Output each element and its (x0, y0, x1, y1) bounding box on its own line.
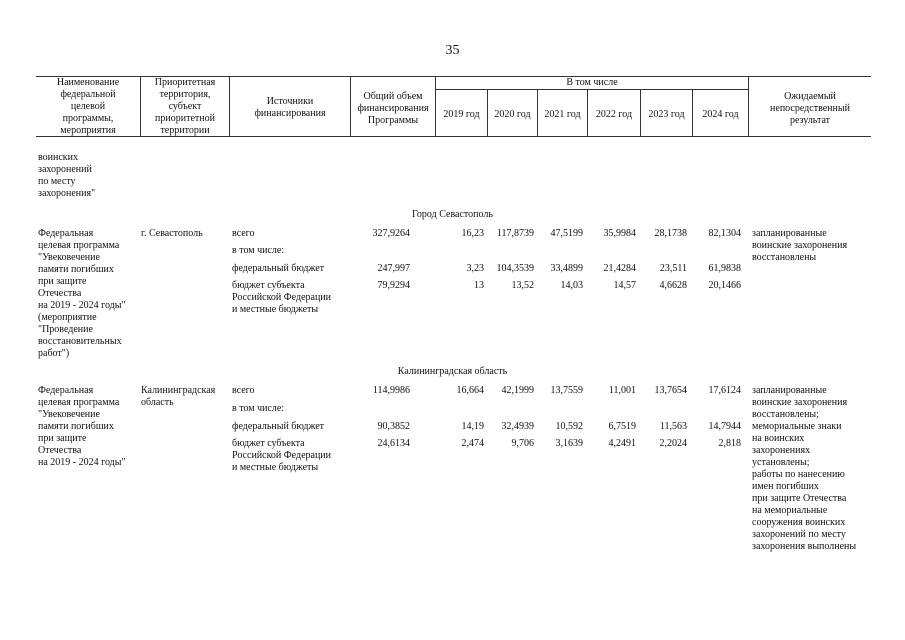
value-2022: 21,4284 (603, 263, 636, 274)
header-year-2024: 2024 год (702, 109, 739, 120)
value-2023: 23,511 (659, 263, 687, 274)
header-priority-territory: Приоритетная территория, субъект приоритетной территории (154, 77, 216, 136)
header-year-2019: 2019 год (443, 109, 480, 120)
value-2020: 13,52 (511, 280, 534, 291)
value-2022: 14,57 (613, 280, 636, 291)
priority-territory: г. Севастополь (141, 228, 203, 239)
priority-territory: Калининградская область (141, 385, 216, 408)
page-number: 35 (445, 43, 460, 58)
region-heading: Калининградская область (397, 366, 508, 377)
value-2023: 4,6628 (659, 280, 687, 291)
value-2019: 13 (474, 280, 484, 291)
value-2023: 13,7654 (654, 385, 687, 396)
value-2019: 3,23 (466, 263, 484, 274)
value-2023: 11,563 (659, 421, 687, 432)
value-2019: 16,664 (456, 385, 484, 396)
value-2024: 61,9838 (708, 263, 741, 274)
value-2022: 11,001 (608, 385, 636, 396)
value-2023: 2,2024 (659, 438, 687, 449)
value-2019: 16,23 (461, 228, 484, 239)
value-2024: 2,818 (718, 438, 741, 449)
value-2020: 42,1999 (501, 385, 534, 396)
value-2023: 28,1738 (654, 228, 687, 239)
value-2024: 14,7944 (708, 421, 741, 432)
value-2020: 117,8739 (496, 228, 534, 239)
header-year-2023: 2023 год (648, 109, 685, 120)
header-year-2020: 2020 год (494, 109, 531, 120)
region-heading: Город Севастополь (412, 209, 493, 220)
expected-result: запланированные воинские захоронения восстановлены (752, 228, 848, 263)
value-2024: 20,1466 (708, 280, 741, 291)
value-2019: 14,19 (461, 421, 484, 432)
value-2019: 2,474 (461, 438, 484, 449)
value-2021: 3,1639 (555, 438, 583, 449)
header-including: В том числе (566, 77, 618, 88)
header-program-name: Наименование федеральной целевой программы, мероприятия (56, 77, 120, 136)
total-volume: 327,9264 (372, 228, 410, 239)
value-2020: 104,3539 (496, 263, 534, 274)
funding-source: в том числе: (232, 403, 285, 414)
expected-result: запланированные воинские захоронения восстановлены; мемориальные знаки на воинских захоронениях установлены; работы по нанесению имен погибших при защите Отечества на мемориальные сооружения воинских захоронений по месту захоронения выполнены (752, 385, 857, 552)
total-volume: 24,6134 (377, 438, 410, 449)
funding-source: всего (232, 385, 255, 396)
value-2021: 13,7559 (550, 385, 583, 396)
header-year-2022: 2022 год (595, 109, 633, 120)
value-2020: 9,706 (511, 438, 534, 449)
value-2022: 35,9984 (603, 228, 636, 239)
funding-source: федеральный бюджет (232, 263, 325, 274)
value-2020: 32,4939 (501, 421, 534, 432)
header-funding-sources: Источники финансирования (254, 96, 326, 119)
total-volume: 114,9986 (372, 385, 410, 396)
value-2024: 82,1304 (708, 228, 741, 239)
program-name: Федеральная целевая программа "Увековечение памяти погибших при защите Отечества на 2019 - 2024 годы" (38, 385, 126, 468)
value-2022: 4,2491 (608, 438, 636, 449)
funding-source: бюджет субъекта Российской Федерации и местные бюджеты (232, 280, 332, 315)
header-year-2021: 2021 год (544, 109, 581, 120)
total-volume: 79,9294 (377, 280, 410, 291)
total-volume: 90,3852 (377, 421, 410, 432)
value-2024: 17,6124 (708, 385, 741, 396)
funding-source: бюджет субъекта Российской Федерации и местные бюджеты (232, 438, 332, 473)
value-2021: 10,592 (555, 421, 583, 432)
header-expected-result: Ожидаемый непосредственный результат (770, 91, 850, 126)
value-2021: 14,03 (560, 280, 583, 291)
continuation-text: воинских захоронений по месту захоронения" (38, 152, 96, 199)
funding-source: всего (232, 228, 255, 239)
program-name: Федеральная целевая программа "Увековечение памяти погибших при защите Отечества на 2019 - 2024 годы" (мероприятие "Проведение восстановительных работ") (38, 228, 126, 359)
value-2022: 6,7519 (608, 421, 636, 432)
funding-source: федеральный бюджет (232, 421, 325, 432)
header-including-rule (435, 89, 748, 90)
total-volume: 247,997 (377, 263, 410, 274)
funding-source: в том числе: (232, 245, 285, 256)
value-2021: 47,5199 (550, 228, 583, 239)
value-2021: 33,4899 (550, 263, 583, 274)
header-total-volume: Общий объем финансирования Программы (357, 91, 429, 126)
